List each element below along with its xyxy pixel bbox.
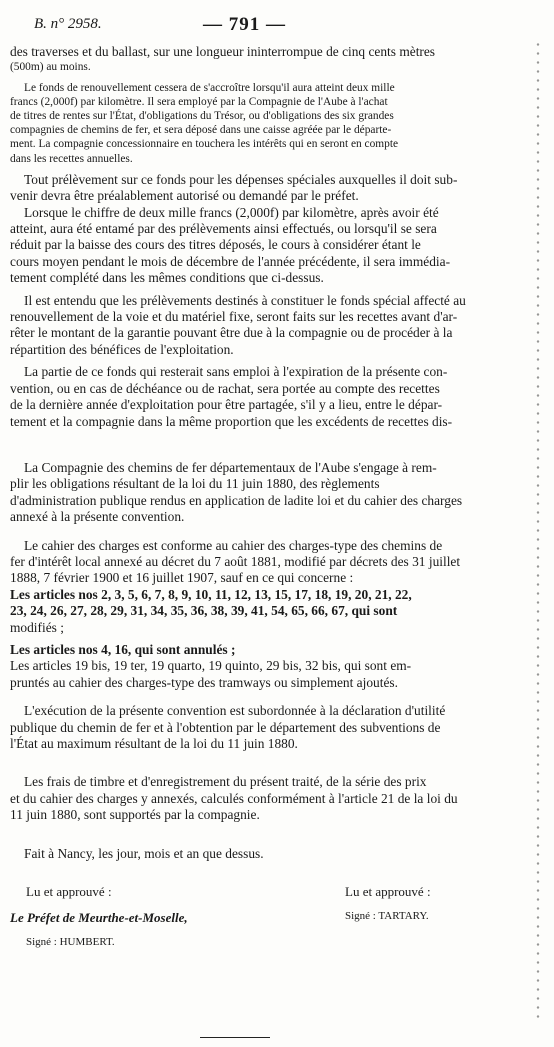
text-line: renouvellement de la voie et du matériel fixe, seront faits sur les recettes avant d'ar-: [10, 309, 458, 325]
text-line: réduit par la baisse des cours des titres déposés, le cours à considérer étant le: [10, 237, 421, 253]
text-line: dans les recettes annuelles.: [10, 152, 133, 165]
text-line: Les articles nos 2, 3, 5, 6, 7, 8, 9, 10, 11, 12, 13, 15, 17, 18, 19, 20, 21, 22,: [10, 586, 412, 602]
text-line: 11 juin 1880, sont supportés par la compagnie.: [10, 807, 260, 823]
text-line: Les articles nos 4, 16, qui sont annulés ;: [10, 641, 236, 657]
text-line: Il est entendu que les prélèvements destinés à constituer le fonds spécial affecté au: [24, 292, 466, 308]
text-line: Le fonds de renouvellement cessera de s'accroître lorsqu'il aura atteint deux mille: [24, 81, 395, 94]
text-line: Tout prélèvement sur ce fonds pour les dépenses spéciales auxquelles il doit sub-: [24, 171, 458, 187]
text-line: vention, ou en cas de déchéance ou de rachat, sera portée au compte des recettes: [10, 380, 440, 396]
text-line: La partie de ce fonds qui resterait sans emploi à l'expiration de la présente con-: [24, 364, 448, 380]
text-line: des traverses et du ballast, sur une longueur ininterrompue de cinq cents mètres: [10, 44, 436, 59]
text-line: fer d'intérêt local annexé au décret du 7 août 1881, modifié par décrets des 31 juillet: [10, 553, 461, 569]
text-line: et du cahier des charges y annexés, calculés conformément à l'article 21 de la loi du: [10, 790, 458, 806]
text-line: plir les obligations résultant de la loi du 11 juin 1880, des règlements: [10, 476, 380, 492]
text-line: rêter le montant de la garantie pouvant être due à la compagnie ou de procéder à la: [10, 325, 453, 341]
signature-block: [10, 884, 540, 954]
text-line: francs (2,000f) par kilomètre. Il sera employé par la Compagnie de l'Aube à l'achat: [10, 95, 388, 108]
text-line: L'exécution de la présente convention est subordonnée à la déclaration d'utilité: [24, 703, 446, 719]
approval-label-left: Lu et approuvé :: [26, 884, 112, 900]
text-line: de la dernière année d'exploitation pour être partagée, s'il y a lieu, entre le dépar-: [10, 397, 443, 413]
text-line: ment. La compagnie concessionnaire en touchera les intérêts qui en seront en compte: [10, 138, 399, 151]
document-body: [10, 44, 540, 954]
text-line: de titres de rentes sur l'État, d'obligations du Trésor, ou d'obligations des six grandes: [10, 110, 394, 123]
text-line: 23, 24, 26, 27, 28, 29, 31, 34, 35, 36, 38, 39, 41, 54, 65, 66, 67, qui sont: [10, 603, 398, 619]
text-line: tement complété dans les mêmes conditions que ci-dessus.: [10, 270, 324, 286]
text-line: venir devra être préalablement autorisé ou demandé par le préfet.: [10, 188, 359, 204]
text-line: La Compagnie des chemins de fer départementaux de l'Aube s'engage à rem-: [24, 459, 437, 475]
page-folio: — 791 —: [203, 14, 286, 35]
text-line: atteint, aura été entamé par des prélèvements ainsi effectués, ou lorsqu'il se sera: [10, 221, 437, 237]
prefect-title: Le Préfet de Meurthe-et-Moselle,: [10, 910, 188, 926]
bulletin-number: B. n° 2958.: [34, 16, 102, 32]
approval-label-right: Lu et approuvé :: [345, 884, 431, 900]
margin-perforation: [536, 40, 540, 1020]
text-line: compagnies de chemins de fer, et sera déposé dans une caisse agréée par le départe-: [10, 124, 392, 137]
text-line: Le cahier des charges est conforme au cahier des charges-type des chemins de: [24, 537, 443, 553]
text-line: tement et la compagnie dans la même proportion que les excédents de recettes dis-: [10, 413, 453, 429]
prefect-signature: Signé : HUMBERT.: [26, 936, 115, 949]
page-header: [18, 14, 488, 38]
text-line: répartition des bénéfices de l'exploitation.: [10, 341, 234, 357]
text-line: Les articles 19 bis, 19 ter, 19 quarto, 19 quinto, 29 bis, 32 bis, qui sont em-: [10, 658, 412, 674]
text-line: Lorsque le chiffre de deux mille francs (2,000f) par kilomètre, après avoir été: [24, 204, 439, 220]
text-line: cours moyen pendant le mois de décembre de l'année précédente, il sera immédia-: [10, 253, 451, 269]
text-line: 1888, 7 février 1900 et 16 juillet 1907, sauf en ce qui concerne :: [10, 570, 354, 586]
text-line: modifiés ;: [10, 619, 64, 635]
text-line: pruntés au cahier des charges-type des tramways ou simplement ajoutés.: [10, 674, 398, 690]
footer-rule: [200, 1037, 270, 1038]
closing-line: Fait à Nancy, les jour, mois et an que dessus.: [24, 845, 264, 861]
text-line: l'État au maximum résultant de la loi du 11 juin 1880.: [10, 736, 298, 752]
text-line: Les frais de timbre et d'enregistrement du présent traité, de la série des prix: [24, 774, 427, 790]
text-line: d'administration publique rendus en application de ladite loi et du cahier des charges: [10, 492, 463, 508]
company-signature: Signé : TARTARY.: [345, 910, 429, 923]
text-line: (500m) au moins.: [10, 61, 91, 74]
text-line: annexé à la présente convention.: [10, 509, 185, 525]
text-line: publique du chemin de fer et à l'obtention par le département des subventions de: [10, 719, 441, 735]
